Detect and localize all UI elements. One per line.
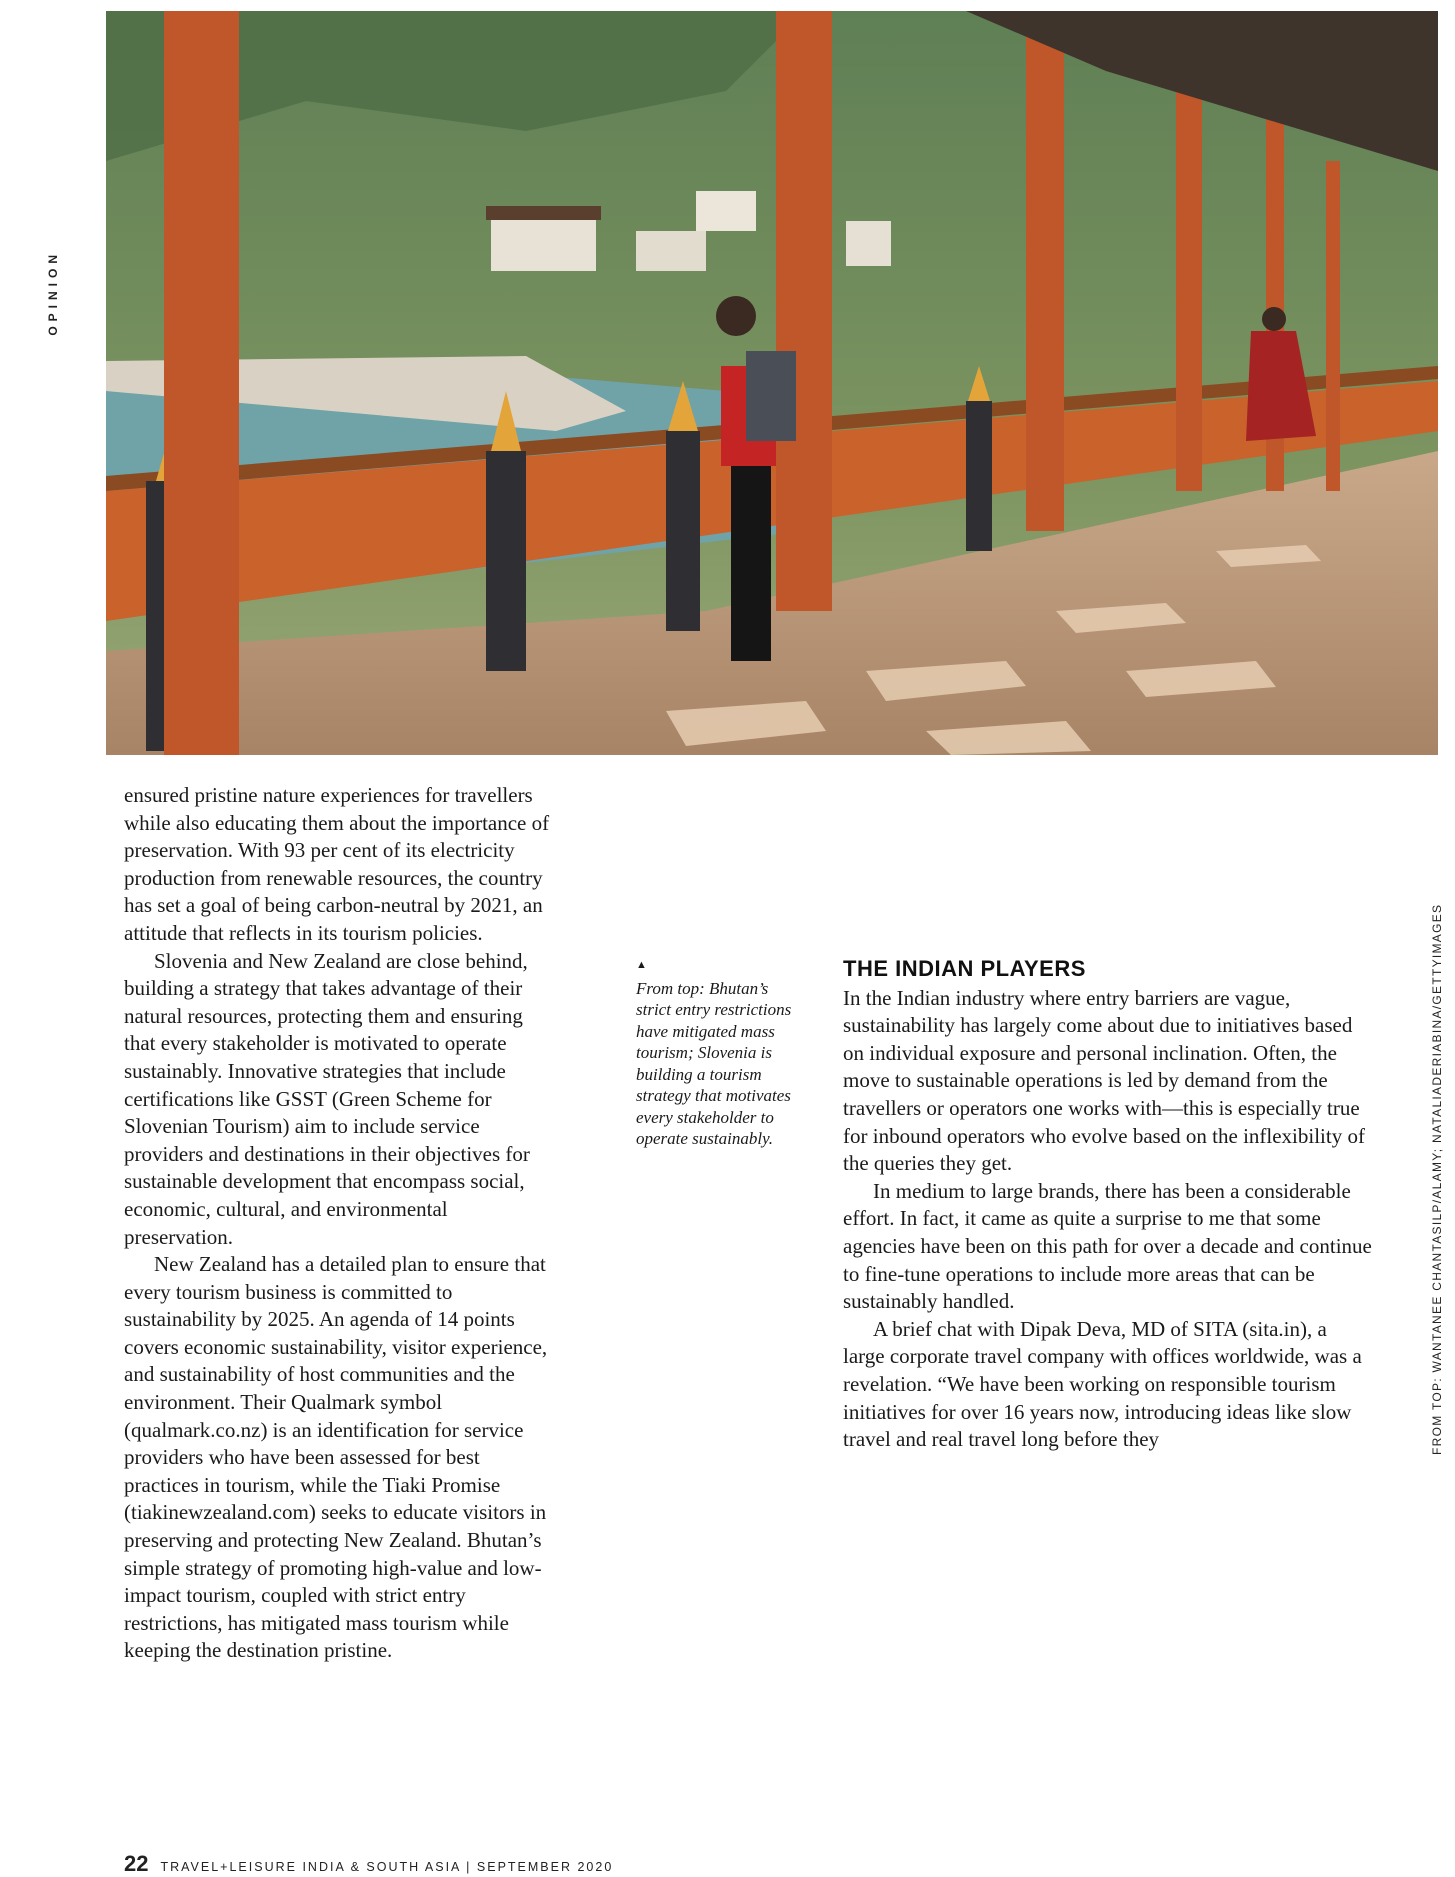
article-left-column (124, 782, 556, 1665)
bridge-photo (106, 11, 1438, 755)
photo-caption (636, 955, 806, 1150)
section-tag: OPINION (46, 250, 60, 336)
bridge-photo-illustration (106, 11, 1438, 755)
page-number: 22 (124, 1851, 149, 1876)
section-heading: THE INDIAN PLAYERS (843, 956, 1086, 981)
caption-text: From top: Bhutan’s strict entry restrictions have mitigated mass tourism; Slovenia is building a tourism strategy that motivates every stakeholder to operate sustainably. (636, 978, 792, 1148)
page-footer (124, 1851, 613, 1877)
right-paragraph-2: In medium to large brands, there has been a considerable effort. In fact, it came as quite a surprise to me that some agencies have been on this path for over a decade and continue to fine-tune operations to include more areas that can be sustainably handled. (843, 1178, 1372, 1314)
left-paragraph-1: ensured pristine nature experiences for travellers while also educating them about the importance of preservation. With 93 per cent of its electricity production from renewable resources, the country has set a goal of being carbon-neutral by 2021, an attitude that reflects in its tourism policies. (124, 783, 550, 945)
left-paragraph-3: New Zealand has a detailed plan to ensure that every tourism business is committed to sustainability by 2025. An agenda of 14 points covers economic sustainability, visitor experience, and sustainability of host communities and the environment. Their Qualmark symbol (qualmark.co.nz) is an identification for service providers who have been assessed for best practices in tourism, while the Tiaki Promise (tiakinewzealand.com) seeks to educate visitors in preserving and protecting New Zealand. Bhutan’s simple strategy of promoting high-value and low-impact tourism, coupled with strict entry restrictions, has mitigated mass tourism while keeping the destination pristine. (124, 1252, 548, 1663)
right-paragraph-1: In the Indian industry where entry barriers are vague, sustainability has largely come about due to initiatives based on individual exposure and personal inclination. Often, the move to sustainable operations is led by demand from the travellers or operators one works with—this is especially true for inbound operators who evolve based on the inflexibility of the queries they get. (843, 985, 1365, 1176)
publication-line: TRAVEL+LEISURE INDIA & SOUTH ASIA | SEPTEMBER 2020 (160, 1860, 614, 1874)
article-right-column (843, 955, 1373, 1454)
left-paragraph-2: Slovenia and New Zealand are close behind, building a strategy that takes advantage of their natural resources, protecting them and ensuring that every stakeholder is motivated to operate sustainably. Innovative strategies that include certifications like GSST (Green Scheme for Slovenian Tourism) aim to include service providers and destinations in their objectives for sustainable development that encompass social, economic, cultural, and environmental preservation. (124, 948, 530, 1249)
right-paragraph-3: A brief chat with Dipak Deva, MD of SITA (sita.in), a large corporate travel company with offices worldwide, was a revelation. “We have been working on responsible tourism initiatives for over 16 years now, introducing ideas like slow travel and real travel long before they (843, 1316, 1362, 1452)
caption-marker-icon: ▲ (636, 959, 647, 971)
photo-credit: FROM TOP: WANTANEE CHANTASILP/ALAMY; NATALIADERIABINA/GETTYIMAGES (1430, 903, 1444, 1455)
